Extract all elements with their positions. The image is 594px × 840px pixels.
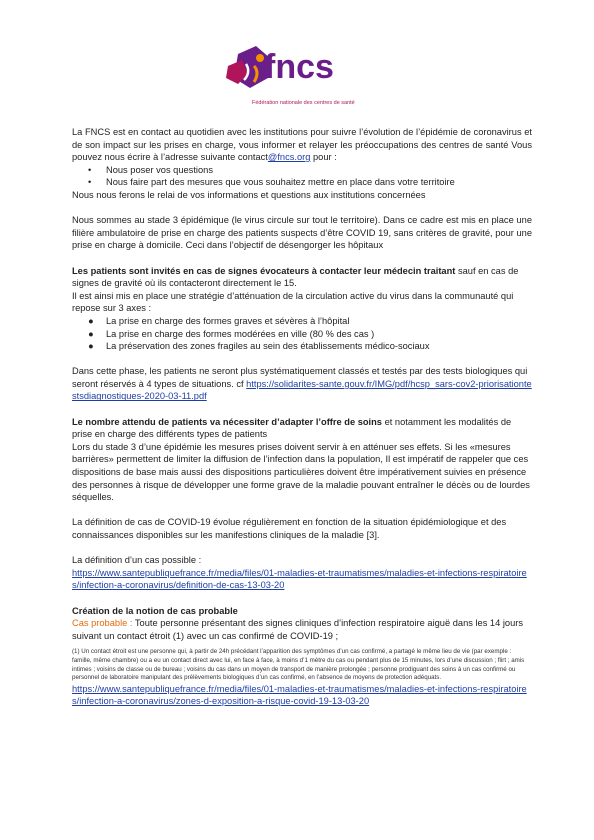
document-body (72, 126, 532, 708)
definition-cas-link[interactable]: https://www.santepubliquefrance.fr/media/files/01-maladies-et-traumatismes/maladies-et-infections-respiratoires/infection-a-coronavirus/definition-de-cas-13-03-20 (72, 567, 527, 591)
logo-wordmark: fncs (264, 48, 334, 86)
exposure-link-line (72, 683, 532, 708)
phase-paragraph: Dans cette phase, les patients ne seront plus systématiquement classés et testés par des tests biologiques qui seront réservés à 4 types de situations. cf https://solidarites-sante.gouv.fr/IMG/pdf/hcsp_sars-cov2-priorisationtestsdiagnostiques-2020-03-11.pdf (72, 366, 532, 402)
barrier-paragraph: Lors du stade 3 d’une épidémie les mesures prises doivent servir à en atténuer ses effets. Si les «mesures barrières» permettent de limiter la diffusion de l’infection dans la population, Il est impératif de rappeler que ces dispositions de base mais aussi des dispositions particulières doivent être impérativement suivies en présence des personnes à risque de développer une forme grave de la maladie pouvant entraîner le décès ou de lourdes séquelles. (72, 441, 530, 503)
definition-link-line (72, 567, 532, 592)
intro-bullet-list (72, 164, 532, 189)
probable-paragraph: Cas probable : Toute personne présentant des signes cliniques d’infection respiratoire aiguë dans les 14 jours suivant un contact étroit (1) avec un cas confirmé de COVID-19 ; (72, 618, 524, 641)
strategy-bullet-list (72, 315, 532, 353)
intro-relay-paragraph: Nous nous ferons le relai de vos informations et questions aux institutions concernées (72, 189, 426, 200)
contact-email-link[interactable]: @fncs.org (267, 152, 311, 163)
definition-paragraph: La définition de cas de COVID-19 évolue régulièrement en fonction de la situation épidémiologique et des connaissances disponibles sur les manifestions cliniques de la maladie [3]. (72, 517, 507, 540)
hcsp-document-link[interactable]: https://solidarites-sante.gouv.fr/IMG/pdf/hcsp_sars-cov2-priorisationtestsdiagnostiques-2020-03-11.pdf (72, 378, 532, 402)
logo-subtitle: Fédération nationale des centres de santé (252, 100, 355, 106)
possible-case-label: La définition d’un cas possible : (72, 555, 202, 566)
stage-paragraph: Nous sommes au stade 3 épidémique (le virus circule sur tout le territoire). Dans ce cadre est mis en place une filière ambulatoire de prise en charge des patients suspects d’être COVID 19, sans critères de gravité, pour une prise en charge à domicile. Ceci dans l’objectif de désengorger les hôpitaux (72, 215, 532, 251)
list-item: ● La préservation des zones fragiles au sein des établissements médico-sociaux (88, 341, 430, 352)
list-item: ● La prise en charge des formes graves et sévères à l’hôpital (88, 315, 350, 326)
fncs-logo (224, 44, 374, 114)
exposure-zones-link[interactable]: https://www.santepubliquefrance.fr/media/files/01-maladies-et-traumatismes/maladies-et-infections-respiratoires/infection-a-coronavirus/zones-d-exposition-a-risque-covid-19-13-03-20 (72, 683, 527, 707)
list-item: • Nous faire part des mesures que vous souhaitez mettre en place dans votre territoire (88, 177, 455, 188)
list-item: • Nous poser vos questions (88, 164, 213, 175)
list-item: ● La prise en charge des formes modérées en ville (80 % des cas ) (88, 328, 375, 339)
footnote: (1) Un contact étroit est une personne qui, à partir de 24h précédant l’apparition des symptômes d’un cas confirmé, a partagé le même lieu de vie (par exemple : famille, même chambre) ou a eu un contact direct avec lui, en face à face, à moins d’1 mètre du cas ou pendant plus de 15 minutes, lors d’une discussion ; flirt ; amis intimes ; voisins de classe ou de bureau ; voisins du cas dans un moyen de transport de manière prolongée ; personne prodiguant des soins à un cas confirmé ou personnel de laboratoire manipulant des prélèvements biologiques d’un cas confirmé, en l’absence de moyens de protection adéquats. (72, 648, 525, 682)
probable-heading: Création de la notion de cas probable (72, 605, 238, 616)
probable-label: Cas probable : (72, 618, 133, 629)
intro-paragraph: La FNCS est en contact au quotidien avec les institutions pour suivre l’évolution de l’épidémie de coronavirus et de son impact sur les prises en charge, vous informer et relayer les préoccupations des centres de santé Vous pouvez nous écrire à l’adresse suivante contact@fncs.org pour : (72, 127, 532, 163)
section2-paragraph: Le nombre attendu de patients va nécessiter d’adapter l’offre de soins et notamment les modalités de prise en charge des différents types de patients (72, 416, 512, 440)
strategy-paragraph: Il est ainsi mis en place une stratégie d’atténuation de la circulation active du virus dans la communauté qui repose sur 3 axes : (72, 290, 514, 314)
section1-paragraph: Les patients sont invités en cas de signes évocateurs à contacter leur médecin traitant sauf en cas de signes de gravité où ils contacteront directement le 15. (72, 265, 519, 289)
